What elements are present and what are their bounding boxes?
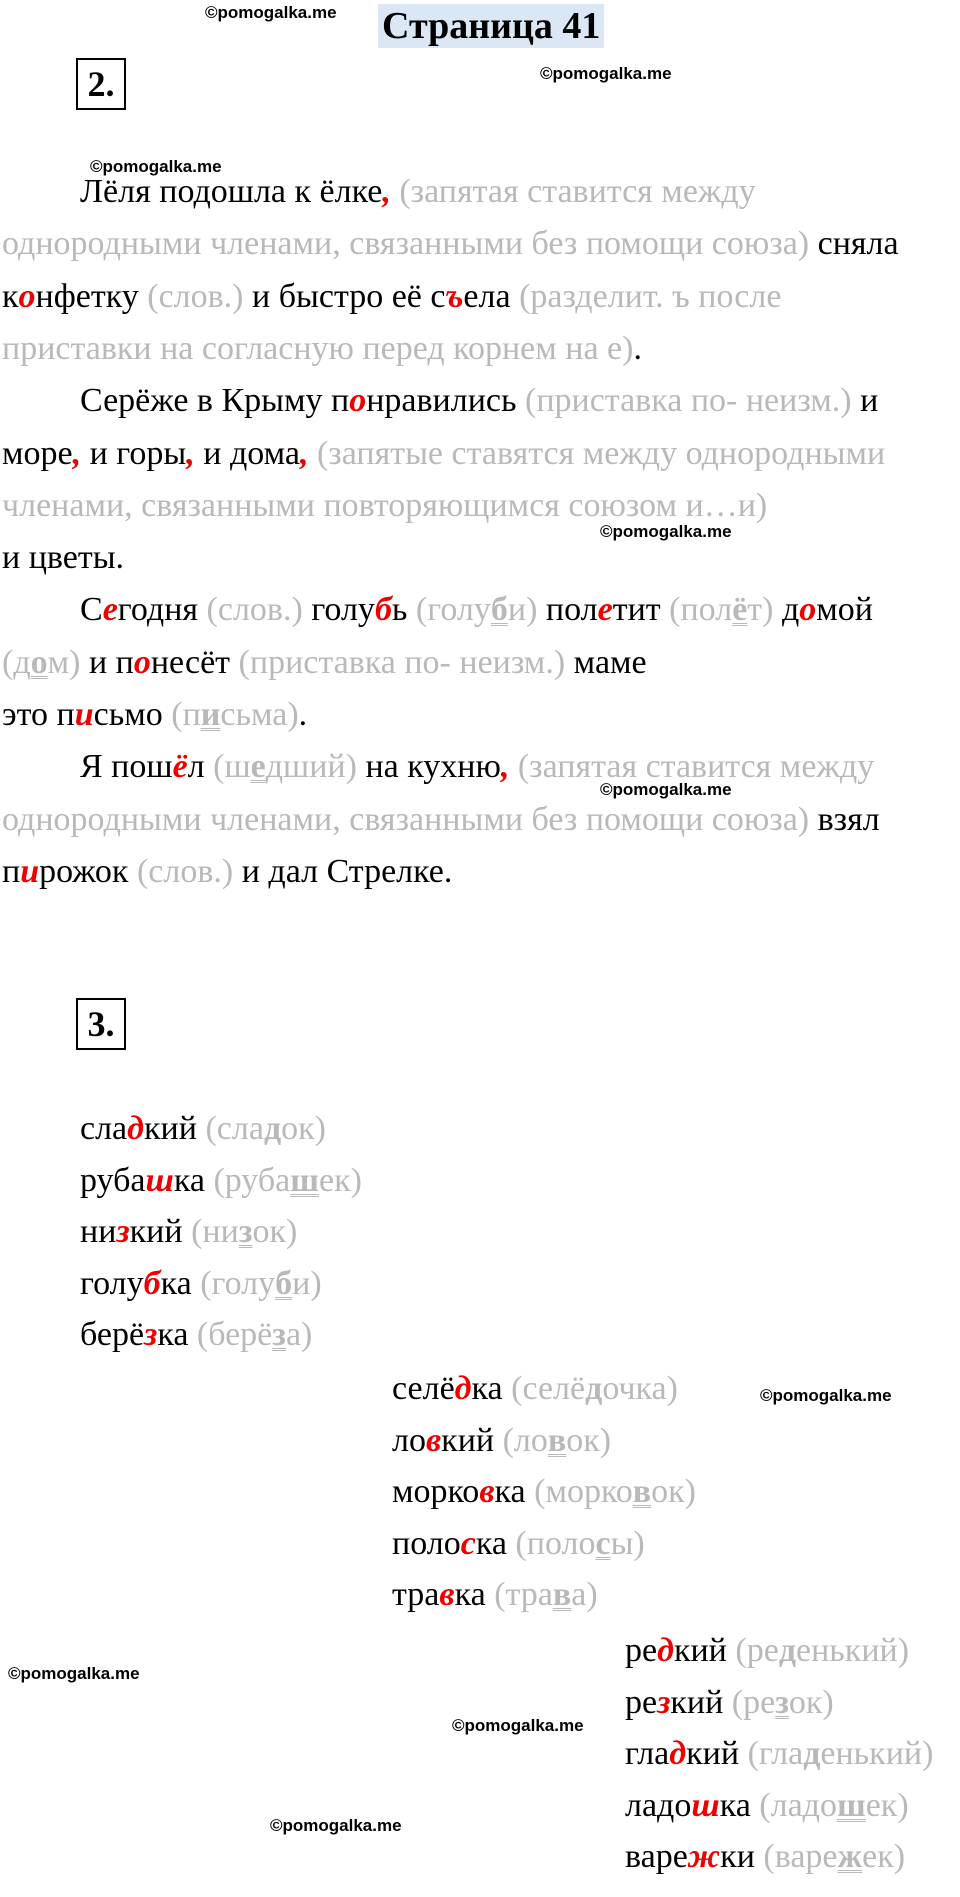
watermark: ©pomogalka.me [270,1816,402,1835]
word-line: ловкий (ловок) [392,1421,612,1459]
text-line: Сегодня (слов.) голубь (голуби) полетит (полёт) домой [80,591,873,629]
page-title: Страница 41 [378,4,604,48]
text-line: море, и горы, и дома, (запятые ставятся между однородными [2,434,886,472]
watermark: ©pomogalka.me [600,780,732,799]
text-line: Серёже в Крыму понравились (приставка по- неизм.) и [80,382,879,420]
text-line: однородными членами, связанными без помощи союза) сняла [2,225,899,263]
text-line: однородными членами, связанными без помощи союза) взял [2,800,880,838]
watermark: ©pomogalka.me [205,3,337,22]
word-line: низкий (низок) [80,1213,298,1251]
word-line: ладошка (ладошек) [625,1786,909,1824]
word-line: сладкий (сладок) [80,1110,326,1147]
word-line: голубка (голуби) [80,1264,322,1302]
word-line: резкий (резок) [625,1683,834,1721]
word-line: рубашка (рубашек) [80,1161,362,1199]
text-line: это письмо (письма). [2,696,308,733]
text-line: Лёля подошла к ёлке, (запятая ставится между [80,173,756,210]
task-number: 3. [76,998,126,1050]
text-line: Я пошёл (шедший) на кухню, (запятая ставится между [80,748,875,786]
watermark: ©pomogalka.me [8,1664,140,1683]
text-line: приставки на согласную перед корнем на е). [2,329,642,367]
word-line: морковка (морковок) [392,1473,696,1511]
watermark: ©pomogalka.me [452,1716,584,1735]
text-line: членами, связанными повторяющимся союзом и…и) [2,486,768,524]
watermark: ©pomogalka.me [760,1386,892,1405]
word-line: гладкий (гладенький) [625,1735,934,1773]
text-line: конфетку (слов.) и быстро её съела (разделит. ъ после [2,277,782,315]
watermark: ©pomogalka.me [540,64,672,83]
watermark: ©pomogalka.me [90,157,222,176]
word-line: варежки (варежек) [625,1838,906,1876]
word-line: берёзка (берёза) [80,1316,313,1354]
task-number: 2. [76,58,126,110]
word-line: селёдка (селёдочка) [392,1370,678,1407]
text-line: (дом) и понесёт (приставка по- неизм.) маме [2,643,647,681]
text-line: и цветы. [2,539,125,577]
word-line: травка (трава) [392,1576,598,1614]
word-line: полоска (полосы) [392,1524,645,1562]
word-line: редкий (реденький) [625,1632,910,1669]
text-line: пирожок (слов.) и дал Стрелке. [2,852,453,890]
watermark: ©pomogalka.me [600,522,732,541]
